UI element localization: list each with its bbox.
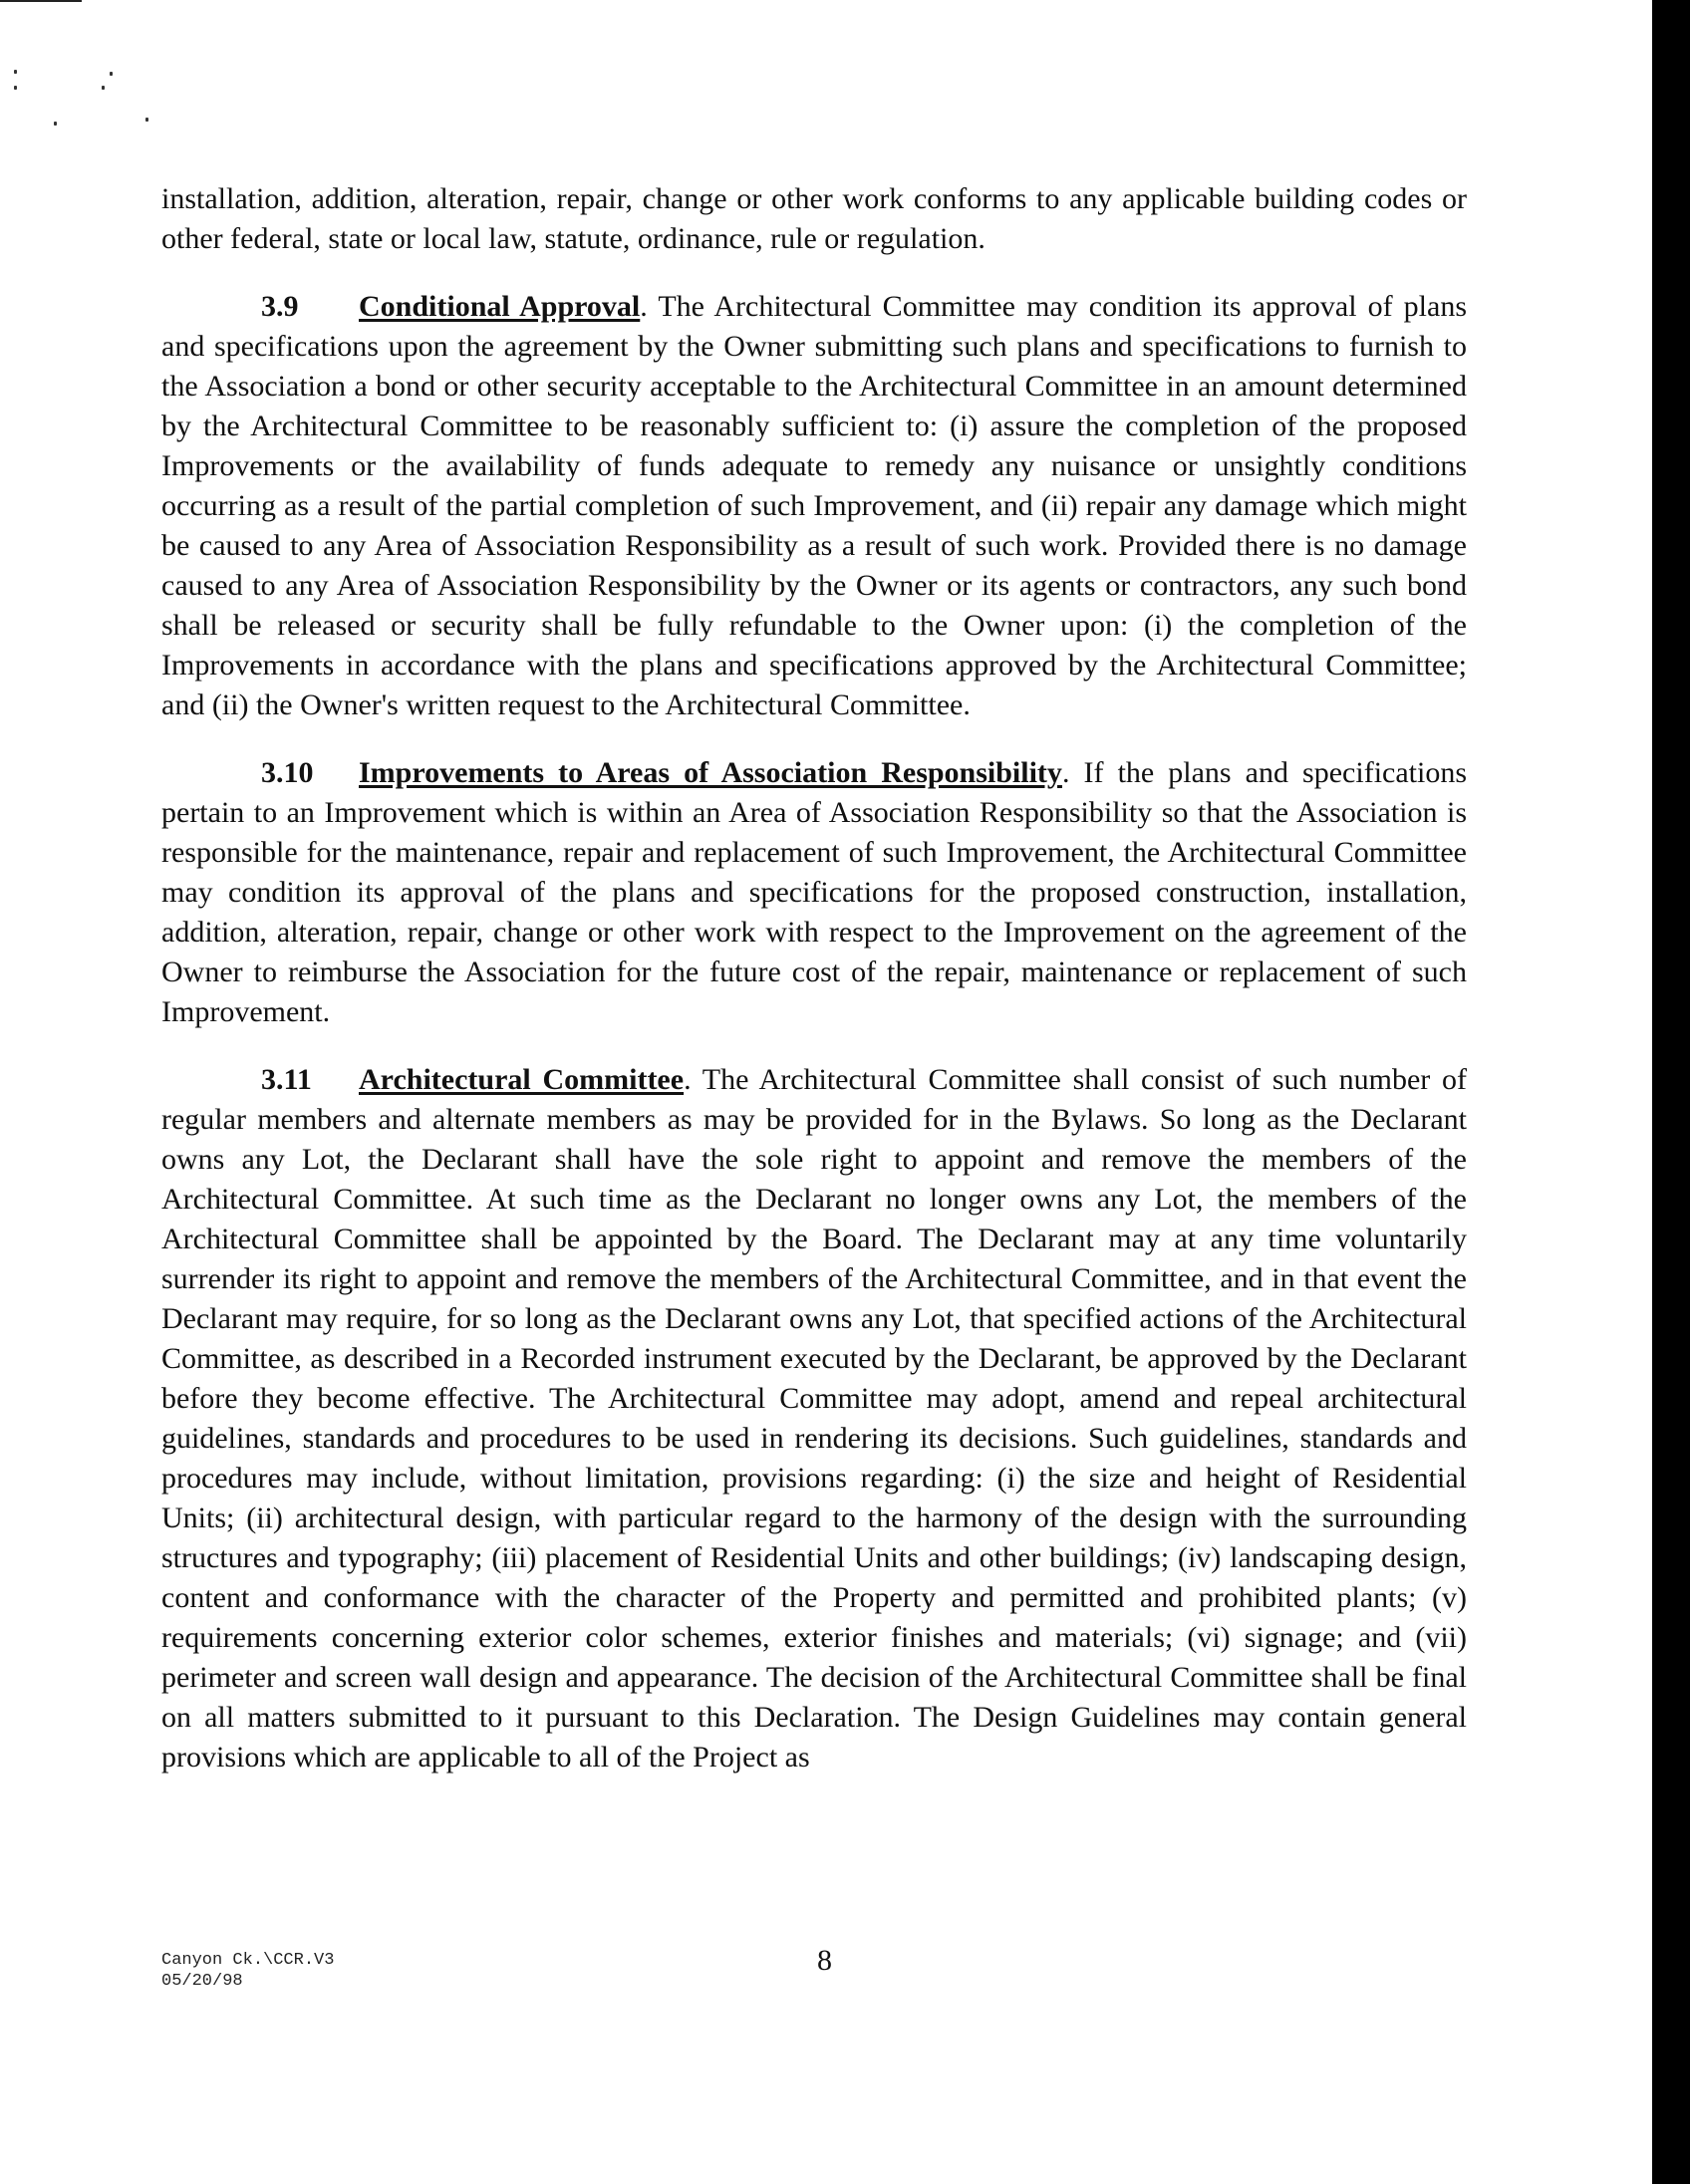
scan-speck — [14, 86, 17, 90]
scan-speck — [145, 118, 148, 122]
scan-speck — [14, 70, 17, 74]
footer-date: 05/20/98 — [161, 1972, 243, 1991]
scan-speck — [110, 72, 113, 76]
section-number: 3.11 — [261, 1063, 312, 1096]
section-3-10: 3.10 Improvements to Areas of Association Responsibility. If the plans and specifications pertain to an Improvement which is within an Area of Association Responsibility so that the Association is responsible for the maintenance, repair and replacement of such Improvement, the Architectural Committee may condition its approval of the plans and specifications for the proposed construction, installation, addition, alteration, repair, change or other work with respect to the Improvement on the agreement of the Owner to reimburse the Association for the future cost of the repair, maintenance or replacement of such Improvement. — [161, 753, 1467, 1032]
footer-file-info — [161, 1950, 334, 1992]
section-number: 3.10 — [261, 756, 314, 789]
section-heading: Architectural Committee — [359, 1063, 685, 1096]
scan-top-rule — [0, 0, 82, 2]
scan-speck — [54, 122, 57, 126]
continuation-paragraph: installation, addition, alteration, repair, change or other work conforms to any applicable building codes or other federal, state or local law, statute, ordinance, rule or regulation. — [161, 182, 1467, 255]
section-body: The Architectural Committee may condition its approval of plans and specifications upon the agreement by the Owner submitting such plans and specifications to furnish to the Association a bond or other security acceptable to the Architectural Committee in an amount determined by the Architectural Committee to be reasonably sufficient to: (i) assure the completion of the proposed Improvements or the availability of funds adequate to remedy any nuisance or unsightly conditions occurring as a result of the partial completion of such Improvement, and (ii) repair any damage which might be caused to any Area of Association Responsibility as a result of such work. Provided there is no damage caused to any Area of Association Responsibility by the Owner or its agents or contractors, any such bond shall be released or security shall be fully refundable to the Owner upon: (i) the completion of the Improvements in accordance with the plans and specifications approved by the Architectural Committee; and (ii) the Owner's written request to the Architectural Committee. — [161, 290, 1467, 721]
scan-right-edge — [1652, 0, 1690, 2184]
section-body: The Architectural Committee shall consist of such number of regular members and alternate members as may be provided for in the Bylaws. So long as the Declarant owns any Lot, the Declarant shall have the sole right to appoint and remove the members of the Architectural Committee. At such time as the Declarant no longer owns any Lot, the members of the Architectural Committee shall be appointed by the Board. The Declarant may at any time voluntarily surrender its right to appoint and remove the members of the Architectural Committee, and in that event the Declarant may require, for so long as the Declarant owns any Lot, that specified actions of the Architectural Committee, as described in a Recorded instrument executed by the Declarant, be approved by the Declarant before they become effective. The Architectural Committee may adopt, amend and repeal architectural guidelines, standards and procedures to be used in rendering its decisions. Such guidelines, standards and procedures may include, without limitation, provisions regarding: (i) the size and height of Residential Units; (ii) architectural design, with particular regard to the harmony of the design with the surrounding structures and typography; (iii) placement of Residential Units and other buildings; (iv) landscaping design, content and conformance with the character of the Property and permitted and prohibited plants; (v) requirements concerning exterior color schemes, exterior finishes and materials; (vi) signage; and (vii) perimeter and screen wall design and appearance. The decision of the Architectural Committee shall be final on all matters submitted to it pursuant to this Declaration. The Design Guidelines may contain general provisions which are applicable to all of the Project as — [161, 1063, 1468, 1774]
section-number: 3.9 — [261, 290, 299, 323]
document-page — [161, 179, 1467, 1777]
section-body: If the plans and specifications pertain to an Improvement which is within an Area of Association Responsibility so that the Association is responsible for the maintenance, repair and replacement of such Improvement, the Architectural Committee may condition its approval of the plans and specifications for the proposed construction, installation, addition, alteration, repair, change or other work with respect to the Improvement on the agreement of the Owner to reimburse the Association for the future cost of the repair, maintenance or replacement of such Improvement. — [161, 756, 1468, 1028]
section-heading: Conditional Approval — [359, 290, 641, 323]
scan-speck — [102, 86, 105, 90]
section-heading: Improvements to Areas of Association Responsibility — [359, 756, 1062, 789]
section-3-9: 3.9 Conditional Approval. The Architectural Committee may condition its approval of plans and specifications upon the agreement by the Owner submitting such plans and specifications to furnish to the Association a bond or other security acceptable to the Architectural Committee in an amount determined by the Architectural Committee to be reasonably sufficient to: (i) assure the completion of the proposed Improvements or the availability of funds adequate to remedy any nuisance or unsightly conditions occurring as a result of the partial completion of such Improvement, and (ii) repair any damage which might be caused to any Area of Association Responsibility as a result of such work. Provided there is no damage caused to any Area of Association Responsibility by the Owner or its agents or contractors, any such bond shall be released or security shall be fully refundable to the Owner upon: (i) the completion of the Improvements in accordance with the plans and specifications approved by the Architectural Committee; and (ii) the Owner's written request to the Architectural Committee. — [161, 287, 1467, 725]
page-number: 8 — [817, 1944, 832, 1977]
section-3-11: 3.11 Architectural Committee. The Architectural Committee shall consist of such number of regular members and alternate members as may be provided for in the Bylaws. So long as the Declarant owns any Lot, the Declarant shall have the sole right to appoint and remove the members of the Architectural Committee. At such time as the Declarant no longer owns any Lot, the members of the Architectural Committee shall be appointed by the Board. The Declarant may at any time voluntarily surrender its right to appoint and remove the members of the Architectural Committee, and in that event the Declarant may require, for so long as the Declarant owns any Lot, that specified actions of the Architectural Committee, as described in a Recorded instrument executed by the Declarant, be approved by the Declarant before they become effective. The Architectural Committee may adopt, amend and repeal architectural guidelines, standards and procedures to be used in rendering its decisions. Such guidelines, standards and procedures may include, without limitation, provisions regarding: (i) the size and height of Residential Units; (ii) architectural design, with particular regard to the harmony of the design with the surrounding structures and typography; (iii) placement of Residential Units and other buildings; (iv) landscaping design, content and conformance with the character of the Property and permitted and prohibited plants; (v) requirements concerning exterior color schemes, exterior finishes and materials; (vi) signage; and (vii) perimeter and screen wall design and appearance. The decision of the Architectural Committee shall be final on all matters submitted to it pursuant to this Declaration. The Design Guidelines may contain general provisions which are applicable to all of the Project as — [161, 1060, 1467, 1777]
footer-file-ref: Canyon Ck.\CCR.V3 — [161, 1951, 335, 1970]
